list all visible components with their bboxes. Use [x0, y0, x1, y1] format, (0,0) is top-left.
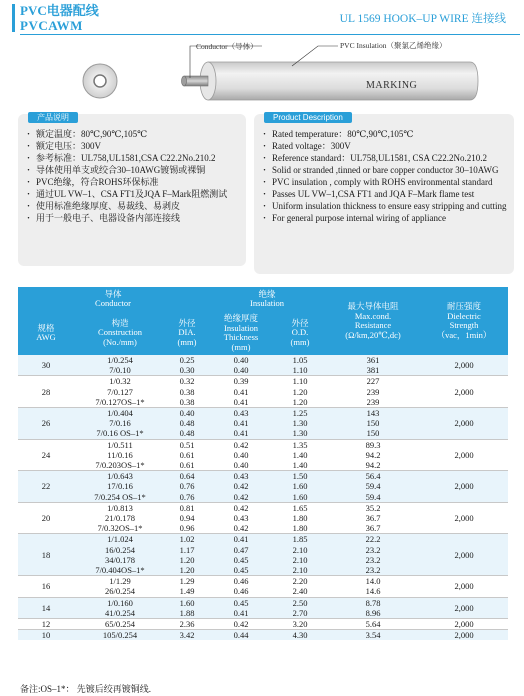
- resistance-cell: 23.2: [326, 555, 420, 565]
- header-awg-en: AWG: [36, 332, 56, 342]
- dia-cell: 0.81: [166, 502, 208, 513]
- dia-cell: 1.60: [166, 597, 208, 608]
- resistance-cell: 36.7: [326, 513, 420, 523]
- construction-cell: 26/0.254: [74, 586, 166, 597]
- resistance-cell: 150: [326, 428, 420, 439]
- construction-cell: 1/0.254: [74, 355, 166, 365]
- product-info-cn-tag: 产品说明: [28, 112, 78, 123]
- resistance-cell: 35.2: [326, 502, 420, 513]
- header-conductor: [18, 287, 208, 311]
- insulation-callout: PVC Insulation（聚氯乙烯绝缘）: [340, 41, 447, 50]
- product-info-en-tag: Product Description: [264, 112, 352, 123]
- header-insulation-cn: 绝缘: [258, 288, 276, 299]
- dia-cell: 0.61: [166, 450, 208, 460]
- table-row: [18, 502, 508, 513]
- header-dia-cn: 外径: [178, 317, 196, 328]
- resistance-cell: 14.6: [326, 586, 420, 597]
- resistance-cell: 8.96: [326, 608, 420, 619]
- resistance-cell: 381: [326, 365, 420, 376]
- od-cell: 4.30: [274, 630, 326, 641]
- od-cell: 2.70: [274, 608, 326, 619]
- list-item: · For general purpose internal wiring of appliance: [262, 212, 508, 224]
- header-conductor-cn: 导体: [104, 288, 122, 299]
- header-dia-unit: (mm): [177, 336, 197, 347]
- dia-cell: 0.51: [166, 439, 208, 450]
- od-cell: 1.85: [274, 534, 326, 545]
- header-conductor-en: Conductor: [95, 298, 131, 308]
- construction-cell: 21/0.178: [74, 513, 166, 523]
- awg-cell: 24: [18, 439, 74, 471]
- header-resistance-unit: (Ω/km,20℃,dc): [345, 329, 401, 340]
- dia-cell: 1.17: [166, 545, 208, 555]
- awg-cell: 28: [18, 376, 74, 408]
- header-divider: [20, 34, 520, 35]
- header-construction-cn: 构造: [111, 317, 129, 328]
- awg-cell: 20: [18, 502, 74, 534]
- thickness-cell: 0.46: [208, 576, 274, 587]
- resistance-cell: 143: [326, 408, 420, 419]
- construction-cell: 41/0.254: [74, 608, 166, 619]
- od-cell: 1.30: [274, 418, 326, 428]
- resistance-cell: 59.4: [326, 492, 420, 503]
- header-awg-cn: 规格: [37, 322, 55, 333]
- list-item: · PVC insulation , comply with ROHS environmental standard: [262, 176, 508, 188]
- construction-cell: 11/0.16: [74, 450, 166, 460]
- dia-cell: 0.76: [166, 492, 208, 503]
- header-awg: [18, 311, 74, 355]
- spec-table: [18, 287, 508, 640]
- dia-cell: 0.48: [166, 428, 208, 439]
- dia-cell: 0.76: [166, 481, 208, 491]
- header-thickness-unit: (mm): [231, 341, 251, 352]
- dielectric-cell: 2,000: [420, 619, 508, 630]
- awg-cell: 18: [18, 534, 74, 576]
- construction-cell: 7/0.32OS–1*: [74, 523, 166, 534]
- dia-cell: 0.25: [166, 355, 208, 365]
- product-title: UL 1569 HOOK–UP WIRE 连接线: [339, 13, 506, 25]
- resistance-cell: 94.2: [326, 450, 420, 460]
- od-cell: 1.80: [274, 513, 326, 523]
- resistance-cell: 23.2: [326, 545, 420, 555]
- header-accent-bar: [12, 4, 15, 32]
- resistance-cell: 361: [326, 355, 420, 365]
- construction-cell: 1/0.643: [74, 471, 166, 482]
- construction-cell: 7/0.10: [74, 365, 166, 376]
- dielectric-cell: 2,000: [420, 439, 508, 471]
- thickness-cell: 0.43: [208, 408, 274, 419]
- construction-cell: 1/1.29: [74, 576, 166, 587]
- page-title-cn: PVC电器配线: [20, 3, 99, 18]
- header-dia: [166, 311, 208, 355]
- dielectric-cell: 2,000: [420, 408, 508, 440]
- od-cell: 1.20: [274, 387, 326, 397]
- product-info-en-box: [254, 114, 514, 274]
- construction-cell: 1/1.024: [74, 534, 166, 545]
- cross-section-conductor: [94, 75, 106, 87]
- construction-cell: 34/0.178: [74, 555, 166, 565]
- product-info-cn-list: [26, 128, 240, 224]
- resistance-cell: 36.7: [326, 523, 420, 534]
- construction-cell: 1/0.511: [74, 439, 166, 450]
- dia-cell: 0.61: [166, 460, 208, 471]
- thickness-cell: 0.41: [208, 428, 274, 439]
- cable-marking: MARKING: [366, 80, 418, 91]
- list-item: · 用于一般电子、电器设备内部连接线: [26, 212, 240, 224]
- dia-cell: 2.36: [166, 619, 208, 630]
- thickness-cell: 0.41: [208, 387, 274, 397]
- od-cell: 1.10: [274, 365, 326, 376]
- od-cell: 1.60: [274, 492, 326, 503]
- list-item: · 额定电压：300V: [26, 140, 240, 152]
- list-item: · 额定温度：80℃,90℃,105℃: [26, 128, 240, 140]
- od-cell: 1.80: [274, 523, 326, 534]
- od-cell: 1.50: [274, 471, 326, 482]
- table-row: [18, 471, 508, 482]
- thickness-cell: 0.47: [208, 545, 274, 555]
- dia-cell: 1.88: [166, 608, 208, 619]
- list-item: · 参考标准：UL758,UL1581,CSA C22.2No.210.2: [26, 152, 240, 164]
- resistance-cell: 8.78: [326, 597, 420, 608]
- awg-cell: 22: [18, 471, 74, 503]
- footnote: 备注:OS–1*： 先镀后绞再镀铜线.: [20, 684, 152, 694]
- header-dielectric-cn: 耐压强度: [446, 301, 481, 311]
- resistance-cell: 239: [326, 387, 420, 397]
- dia-cell: 0.38: [166, 387, 208, 397]
- dielectric-cell: 2,000: [420, 355, 508, 376]
- thickness-cell: 0.40: [208, 460, 274, 471]
- header-dielectric-unit: （vac，1min）: [436, 329, 492, 340]
- resistance-cell: 227: [326, 376, 420, 387]
- dia-cell: 3.42: [166, 630, 208, 641]
- construction-cell: 7/0.127: [74, 387, 166, 397]
- construction-cell: 7/0.16 OS–1*: [74, 428, 166, 439]
- list-item: · Rated voltage：300V: [262, 140, 508, 152]
- header-resistance: [326, 287, 420, 355]
- dia-cell: 0.40: [166, 408, 208, 419]
- table-row: [18, 630, 508, 641]
- dia-cell: 1.20: [166, 555, 208, 565]
- od-cell: 1.40: [274, 450, 326, 460]
- od-cell: 2.50: [274, 597, 326, 608]
- thickness-cell: 0.40: [208, 355, 274, 365]
- dielectric-cell: 2,000: [420, 576, 508, 597]
- thickness-cell: 0.42: [208, 492, 274, 503]
- od-cell: 3.20: [274, 619, 326, 630]
- header-od-unit: (mm): [290, 336, 310, 347]
- dia-cell: 1.29: [166, 576, 208, 587]
- resistance-cell: 3.54: [326, 630, 420, 641]
- thickness-cell: 0.42: [208, 502, 274, 513]
- thickness-cell: 0.41: [208, 534, 274, 545]
- thickness-cell: 0.46: [208, 586, 274, 597]
- construction-cell: 7/0.16: [74, 418, 166, 428]
- header-insulation-en: Insulation: [250, 298, 284, 308]
- construction-cell: 7/0.203OS–1*: [74, 460, 166, 471]
- resistance-cell: 5.64: [326, 619, 420, 630]
- awg-cell: 30: [18, 355, 74, 376]
- header-od-en: O.D.: [291, 327, 309, 338]
- thickness-cell: 0.45: [208, 555, 274, 565]
- resistance-cell: 59.4: [326, 481, 420, 491]
- resistance-cell: 56.4: [326, 471, 420, 482]
- header-thickness-en1: Insulation: [224, 322, 258, 333]
- list-item: · Uniform insulation thickness to ensure easy stripping and cutting: [262, 200, 508, 212]
- dia-cell: 0.94: [166, 513, 208, 523]
- thickness-cell: 0.41: [208, 608, 274, 619]
- thickness-cell: 0.42: [208, 439, 274, 450]
- header-resistance-en2: Resistance: [354, 320, 392, 330]
- list-item: · Solid or stranded ,tinned or bare copper conductor 30–10AWG: [262, 164, 508, 176]
- awg-cell: 10: [18, 630, 74, 641]
- table-row: [18, 355, 508, 365]
- dia-cell: 1.20: [166, 565, 208, 576]
- construction-cell: 17/0.16: [74, 481, 166, 491]
- header-dielectric-en2: Strength: [449, 320, 479, 330]
- construction-cell: 16/0.254: [74, 545, 166, 555]
- header-construction-unit: (No./mm): [103, 336, 137, 347]
- od-cell: 2.20: [274, 576, 326, 587]
- header-dielectric: [420, 287, 508, 355]
- cable-body: [208, 62, 478, 100]
- dia-cell: 0.64: [166, 471, 208, 482]
- cable-diagram: [0, 36, 524, 116]
- od-cell: 1.65: [274, 502, 326, 513]
- list-item: · 导体使用单支或绞合30–10AWG镀锡或裸铜: [26, 164, 240, 176]
- resistance-cell: 150: [326, 418, 420, 428]
- header-od: [274, 311, 326, 355]
- thickness-cell: 0.43: [208, 513, 274, 523]
- conductor-callout: Conductor（导体）: [196, 42, 258, 51]
- thickness-cell: 0.39: [208, 376, 274, 387]
- construction-cell: 105/0.254: [74, 630, 166, 641]
- resistance-cell: 14.0: [326, 576, 420, 587]
- dia-cell: 0.48: [166, 418, 208, 428]
- header-thickness: [208, 311, 274, 355]
- header-resistance-cn: 最大导体电阻: [347, 301, 399, 311]
- thickness-cell: 0.43: [208, 471, 274, 482]
- header-dielectric-en1: Dielectric: [447, 310, 481, 321]
- table-row: [18, 408, 508, 419]
- resistance-cell: 239: [326, 397, 420, 408]
- header-thickness-en2: Thickness: [223, 332, 259, 342]
- od-cell: 1.30: [274, 428, 326, 439]
- resistance-cell: 22.2: [326, 534, 420, 545]
- dia-cell: 1.49: [166, 586, 208, 597]
- table-row: [18, 597, 508, 608]
- thickness-cell: 0.40: [208, 450, 274, 460]
- list-item: · 使用标准绝缘厚度、易裁线、易剥皮: [26, 200, 240, 212]
- od-cell: 1.25: [274, 408, 326, 419]
- exposed-conductor: [184, 76, 208, 86]
- construction-cell: 1/0.160: [74, 597, 166, 608]
- thickness-cell: 0.42: [208, 619, 274, 630]
- od-cell: 1.60: [274, 481, 326, 491]
- construction-cell: 1/0.404: [74, 408, 166, 419]
- resistance-cell: 89.3: [326, 439, 420, 450]
- od-cell: 1.20: [274, 397, 326, 408]
- dia-cell: 0.38: [166, 397, 208, 408]
- thickness-cell: 0.41: [208, 397, 274, 408]
- spec-table-body: [18, 355, 508, 640]
- construction-cell: 7/0.127OS–1*: [74, 397, 166, 408]
- dia-cell: 1.02: [166, 534, 208, 545]
- resistance-cell: 94.2: [326, 460, 420, 471]
- dia-cell: 0.32: [166, 376, 208, 387]
- table-row: [18, 376, 508, 387]
- header-thickness-cn: 绝缘厚度: [223, 313, 258, 323]
- construction-cell: 1/0.32: [74, 376, 166, 387]
- list-item: · Rated temperature：80℃,90℃,105℃: [262, 128, 508, 140]
- page-title-en: PVCAWM: [20, 18, 83, 33]
- thickness-cell: 0.41: [208, 418, 274, 428]
- od-cell: 2.10: [274, 555, 326, 565]
- dielectric-cell: 2,000: [420, 502, 508, 534]
- od-cell: 1.35: [274, 439, 326, 450]
- list-item: · PVC绝缘，符合ROHS环保标准: [26, 176, 240, 188]
- thickness-cell: 0.45: [208, 597, 274, 608]
- header-construction-en: Construction: [98, 327, 142, 338]
- table-row: [18, 534, 508, 545]
- construction-cell: 65/0.254: [74, 619, 166, 630]
- list-item: · 通过UL VW–1、CSA FT1及JQA F–Mark阻燃测试: [26, 188, 240, 200]
- od-cell: 1.05: [274, 355, 326, 365]
- construction-cell: 1/0.813: [74, 502, 166, 513]
- od-cell: 2.10: [274, 565, 326, 576]
- product-info-cn-box: [18, 114, 246, 266]
- construction-cell: 7/0.404OS–1*: [74, 565, 166, 576]
- dielectric-cell: 2,000: [420, 376, 508, 408]
- awg-cell: 16: [18, 576, 74, 597]
- thickness-cell: 0.40: [208, 365, 274, 376]
- od-cell: 1.40: [274, 460, 326, 471]
- thickness-cell: 0.44: [208, 630, 274, 641]
- awg-cell: 14: [18, 597, 74, 618]
- dia-cell: 0.96: [166, 523, 208, 534]
- awg-cell: 12: [18, 619, 74, 630]
- dielectric-cell: 2,000: [420, 534, 508, 576]
- header-od-cn: 外径: [291, 317, 309, 328]
- dia-cell: 0.30: [166, 365, 208, 376]
- list-item: · Reference standard：UL758,UL1581, CSA C22.2No.210.2: [262, 152, 508, 164]
- dielectric-cell: 2,000: [420, 471, 508, 503]
- dielectric-cell: 2,000: [420, 630, 508, 641]
- dielectric-cell: 2,000: [420, 597, 508, 618]
- table-row: [18, 576, 508, 587]
- header-construction: [74, 311, 166, 355]
- thickness-cell: 0.42: [208, 523, 274, 534]
- thickness-cell: 0.42: [208, 481, 274, 491]
- od-cell: 2.10: [274, 545, 326, 555]
- awg-cell: 26: [18, 408, 74, 440]
- table-row: [18, 619, 508, 630]
- header-dia-en: DIA.: [178, 327, 196, 338]
- od-cell: 1.10: [274, 376, 326, 387]
- resistance-cell: 23.2: [326, 565, 420, 576]
- list-item: · Passes UL VW–1,CSA FT1 and JQA F–Mark flame test: [262, 188, 508, 200]
- product-info-en-list: [262, 128, 508, 224]
- od-cell: 2.40: [274, 586, 326, 597]
- header-resistance-en1: Max.cond.: [354, 310, 392, 321]
- table-row: [18, 439, 508, 450]
- construction-cell: 7/0.254 OS–1*: [74, 492, 166, 503]
- thickness-cell: 0.45: [208, 565, 274, 576]
- header-insulation: [208, 287, 326, 311]
